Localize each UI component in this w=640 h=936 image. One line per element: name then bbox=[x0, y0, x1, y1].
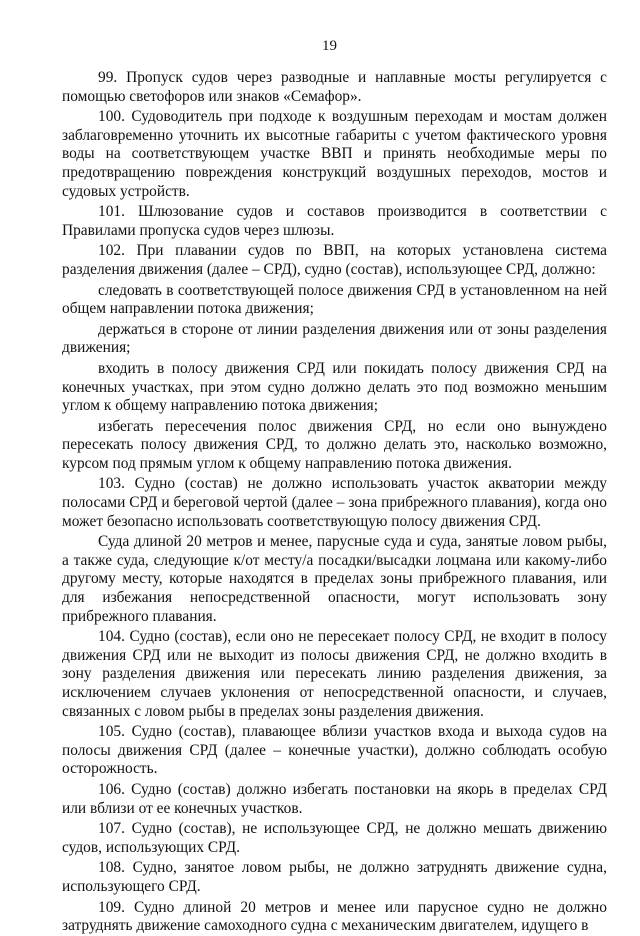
paragraph-102: 102. При плавании судов по ВВП, на которых установлена система разделения движения (далее – СРД), судно (состав), использующее СРД, должно: bbox=[62, 242, 607, 278]
paragraph-99: 99. Пропуск судов через разводные и наплавные мосты регулируется с помощью светофоров или знаков «Семафор». bbox=[62, 69, 607, 105]
paragraph-103-continued: Суда длиной 20 метров и менее, парусные суда и суда, занятые ловом рыбы, а также суда, следующие к/от месту/а посадки/высадки лоцмана или какому-либо другому месту, которые находятся в пределах зоны прибрежного плавания, или для избежания непосредственной опасности, могут использовать зону прибрежного плавания. bbox=[62, 533, 607, 625]
page-number: 19 bbox=[322, 38, 337, 54]
document-body bbox=[62, 69, 607, 936]
paragraph-109: 109. Судно длиной 20 метров и менее или парусное судно не должно затруднять движение самоходного судна с механическим двигателем, идущего в bbox=[62, 898, 607, 935]
paragraph-101: 101. Шлюзование судов и составов производится в соответствии с Правилами пропуска судов через шлюзы. bbox=[62, 203, 607, 239]
paragraph-108: 108. Судно, занятое ловом рыбы, не должно затруднять движение судна, использующего СРД. bbox=[62, 859, 607, 895]
paragraph-105: 105. Судно (состав), плавающее вблизи участков входа и выхода судов на полосы движения СРД (далее – конечные участки), должно соблюдать особую осторожность. bbox=[62, 723, 607, 778]
paragraph-103: 103. Судно (состав) не должно использовать участок акватории между полосами СРД и береговой чертой (далее – зона прибрежного плавания), когда оно может безопасно использовать соответствующую полосу движения СРД. bbox=[62, 475, 607, 530]
paragraph-102-item-4: избегать пересечения полос движения СРД, но если оно вынуждено пересекать полосу движения СРД, то должно делать это, насколько возможно, курсом под прямым углом к общему направлению потока движения. bbox=[62, 417, 607, 472]
paragraph-107: 107. Судно (состав), не использующее СРД, не должно мешать движению судов, использующих СРД. bbox=[62, 820, 607, 856]
paragraph-104: 104. Судно (состав), если оно не пересекает полосу СРД, не входит в полосу движения СРД или не выходит из полосы движения СРД, не должно входить в зону разделения движения или пересекать линию разделения движения, за исключением случаев уклонения от непосредственной опасности, и случаев, связанных с ловом рыбы в пределах зоны разделения движения. bbox=[62, 628, 607, 720]
paragraph-100: 100. Судоводитель при подходе к воздушным переходам и мостам должен заблаговременно уточнить их высотные габариты с учетом фактического уровня воды на соответствующем участке ВВП и принять необходимые меры по предотвращению повреждения конструкций воздушных переходов, мостов и судовых устройств. bbox=[62, 108, 607, 200]
paragraph-106: 106. Судно (состав) должно избегать постановки на якорь в пределах СРД или вблизи от ее конечных участков. bbox=[62, 780, 607, 817]
paragraph-102-item-3: входить в полосу движения СРД или покидать полосу движения СРД на конечных участках, при этом судно должно делать это под возможно меньшим углом к общему направлению потока движения; bbox=[62, 359, 607, 415]
paragraph-102-item-2: держаться в стороне от линии разделения движения или от зоны разделения движения; bbox=[62, 320, 607, 357]
paragraph-102-item-1: следовать в соответствующей полосе движения СРД в установленном на ней общем направлении потока движения; bbox=[62, 281, 607, 318]
